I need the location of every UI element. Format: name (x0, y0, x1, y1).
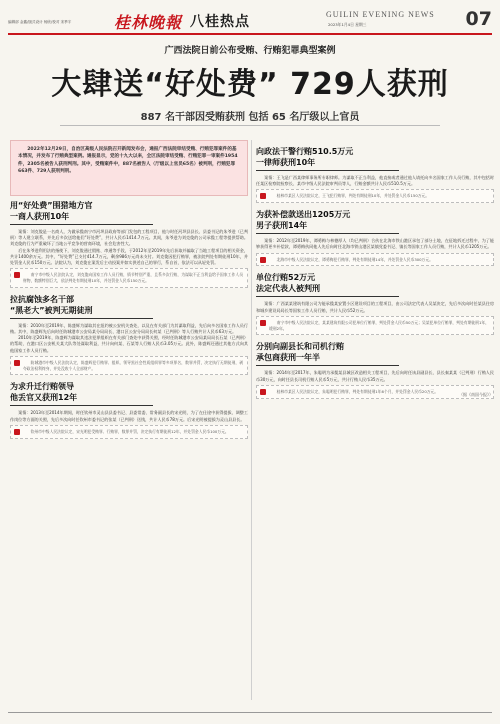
english-title: GUILIN EVENING NEWS (326, 10, 435, 19)
section-title: 八桂热点 (190, 14, 250, 30)
right-column (256, 146, 494, 405)
editor-credits: 编辑部 金鑫/版式设计 杨欣/校对 宋季宇 (8, 20, 72, 24)
masthead-rule (8, 33, 492, 35)
section-subheading: 承包商获刑一年半 (256, 353, 320, 363)
heading-rule (10, 405, 153, 406)
section-subheading: 一商人获刑10年 (10, 212, 70, 221)
section-heading: 拉抗腐蚀多名干部 (10, 294, 74, 304)
section-subheading: “黑老大”被判无期徒刑 (10, 305, 93, 315)
article-section (10, 294, 248, 376)
section-body: 后在朱爷进利用法的指使下，刘克俊通过假账、串通等手段，于2012年至2019年先后获取并骗取了当地工程项目的相关资金，共计1400余万元。其中，“好处费”已支付414.7万元，剩余986万元尚未支付。刘克俊因犯行贿罪，被法院判处有期徒刑10年，并处罚金人民币150万元。法院认为，刘克俊在案发后主动投案并如实供述自己的罪行，系自首，依法可以从轻处罚。 (10, 247, 248, 266)
section-heading: 单位行贿52万元 (256, 273, 316, 283)
article-section (10, 381, 248, 438)
newspaper-logo: 桂林晚報 (114, 13, 183, 32)
verdict-marker-icon (260, 320, 266, 326)
section-heading: 向政法干警行贿510.5万元 (256, 147, 354, 156)
section-heading: 为获补偿款送出1205万元 (256, 210, 351, 220)
article-section (256, 341, 494, 398)
section-heading: 分别向副县长和司机行贿 (256, 342, 344, 352)
heading-rule (256, 170, 399, 171)
issue-date: 2023年1月4日 星期三 (328, 22, 367, 27)
verdict-marker-icon (260, 257, 266, 263)
section-body: 案情：2010年至2019年，陈盛辉为谋取其在纽约被公安机关查处，以及在有关部门为其谋取利益，先后向多名国家工作人员行贿。其中，陈盛辉先后向时任防城港市公安局某分局局长、港口区公安分局局长何某（已判刑）等人行贿共计人民币63万元。 (10, 322, 248, 335)
section-subheading: 他丢官又获刑12年 (10, 393, 78, 403)
footer-rule (8, 712, 492, 713)
article-section (256, 146, 494, 203)
verdict-text: 南宁市中级人民法院认定，刘克俊向国家工作人员行贿，情节特别严重，且系多次行贿，为谋取不正当利益给予国家工作人员财物，数额特别巨大，依法判处有期徒刑10年，并处罚金人民币150万元。 (23, 272, 243, 284)
headline-subtitle: 887 名干部因受贿获刑 包括 65 名厅级以上官员 (140, 112, 360, 123)
heading-rule (10, 224, 153, 225)
verdict-box (256, 253, 494, 267)
section-body: 案情：2012年至2019年，谭勇梅与林德厚人（均已判刑）合伙在北海市铁山港区承包了部分土地，在征地拆迁过程中，为了能够获得更多补偿款，谭勇梅伙同他人先后向时任北海市铁山港区某镇党委书记、镇长等国家工作人员行贿，共计人民币1205万元。 (256, 238, 494, 250)
section-body: 案情：刘克俊是一名商人，为做承揽南宁市河坝县政府等部门发包的工程项目，他与时任河坝县县长、县委书记的朱爷进（已判刑）等人建立联系，并先后多次送给他们“好处费”，共计人民币1414.7万元。其间，朱爷进为刘克俊的公司承揽工程等提供帮助。刘克俊的行为严重破坏了当地公平竞争的营商环境，社会危害性大。 (10, 229, 248, 247)
left-column (10, 200, 248, 445)
column-divider (251, 140, 252, 700)
lead-text: 2022年12月29日，自治区高级人民法院召开新闻发布会，通报广西法院审结受贿、行贿犯罪案件的基本情况，并发布了行贿典型案例。通报显示，党的十九大以来，全区法院审结受贿、行贿犯罪一审案件1954件，2305名被告人获刑判刑。其中，受贿案件中，887名被告人（厅级以上官员65名）被判刑，行贿犯罪663件、729人获刑判刑。 (18, 147, 238, 175)
page-number: 07 (465, 8, 492, 30)
section-subheading: 法定代表人被判刑 (256, 284, 320, 294)
headline-title: 大肆送“好处费” 729人获刑 (51, 67, 449, 102)
heading-rule (256, 233, 399, 234)
section-body: 案情：王飞是广西某律师事务所专职律师。为谋取不正当利益，他直接或者通过他人请托向多名国家工作人员行贿，其中包括时任某区检察院检察长、某市中级人民法院审判员等人，行贿金额共计人民币510.5万元。 (256, 175, 494, 187)
source-note: （据《南国今报》） (459, 391, 493, 397)
verdict-text: 南宁市中级人民法院认定，某某建筑有限公司犯单位行贿罪，判处罚金人民币50万元；吴某犯单位行贿罪，判处有期徒刑1年，缓刑2年。 (269, 319, 489, 331)
heading-rule (10, 318, 153, 319)
verdict-text: 钦州市中级人民法院认定，宋光明犯受贿罪、行贿罪，数罪并罚，决定执行有期徒刑12年，并处罚金人民币100万元。 (30, 428, 229, 434)
verdict-marker-icon (260, 193, 266, 199)
verdict-text: 防城港市中级人民法院认定，陈盛辉犯行贿罪、组织、领导黑社会性质组织罪等多项罪名，数罪并罚，决定执行无期徒刑，剥夺政治权利终身，并处没收个人全部财产。 (23, 359, 243, 371)
section-body: 案情：广西某某建筑有限公司为能承揽某安置小区建设项目的工程项目，由公司法定代表人吴某决定，先后多次向时任某县住房和城乡建设局局长等国家工作人员行贿，共计人民币52万元。 (256, 301, 494, 313)
section-heading: 用“好处费”围猎地方官 (10, 201, 93, 210)
section-subheading: 男子获刑14年 (256, 221, 308, 231)
headline-kicker: 广西法院日前公布受贿、行贿犯罪典型案例 (164, 46, 336, 56)
verdict-box (256, 385, 494, 399)
headline-rule (60, 125, 440, 126)
verdict-box (256, 189, 494, 203)
verdict-box (10, 268, 248, 288)
verdict-text: 桂林市某区人民法院认定，王飞犯行贿罪，判处有期徒刑10年，并处罚金人民币150万元。 (276, 193, 430, 199)
section-subheading: 一律师获刑10年 (256, 158, 316, 167)
verdict-text: 北海市中级人民法院认定，谭勇梅犯行贿罪，判处有期徒刑14年，并处罚金人民币300万元。 (276, 256, 433, 262)
verdict-marker-icon (14, 429, 20, 435)
verdict-box (10, 425, 248, 439)
section-body: 2010年至2019年，陈盛辉为谋取其违法犯罪组织在有关部门查处中获得关照，经时任防城港市公安局某局局长石某（已判刑）的帮助，在港口区公安机关某大队等处谋取利益，共计向何某、石某等人行贿人民币3.05万元。此外，陈盛辉还通过其他方式向其他国家工作人员行贿。 (10, 335, 248, 353)
section-heading: 为求升迁行贿领导 (10, 382, 74, 392)
verdict-box (256, 316, 494, 336)
article-section (256, 209, 494, 266)
verdict-marker-icon (14, 272, 20, 278)
verdict-text: 桂林市某区人民法院认定，朱聪明犯行贿罪，判处有期徒刑1年6个月，并处罚金人民币20万元。 (276, 388, 439, 394)
heading-rule (256, 365, 399, 366)
section-body: 案情：2013年至2014年期间，时任钦州市灵山县县委书记、县委常委、常务副县长的宋光明，为了在仕途中获得提拔、调整工作岗位等方面的关照，先后多次向时任钦州市委书记的张某（已判刑）送钱，共计人民币78万元。后宋光明被提拔为灵山县县长。 (10, 410, 248, 422)
verdict-box (10, 356, 248, 376)
article-section (10, 200, 248, 288)
article-section (256, 272, 494, 335)
masthead (8, 8, 492, 32)
lead-box (10, 140, 248, 196)
section-body: 案情：2014年至2017年，朱聪明为承揽某县城区改造相关工程项目，先后向时任该县副县长、县长秦某某（已判刑）行贿人民币30万元，向时任县长司机行贿人民币5万元，共计行贿人民币35万元。 (256, 370, 494, 382)
verdict-marker-icon (260, 389, 266, 395)
heading-rule (256, 296, 399, 297)
verdict-marker-icon (14, 360, 20, 366)
